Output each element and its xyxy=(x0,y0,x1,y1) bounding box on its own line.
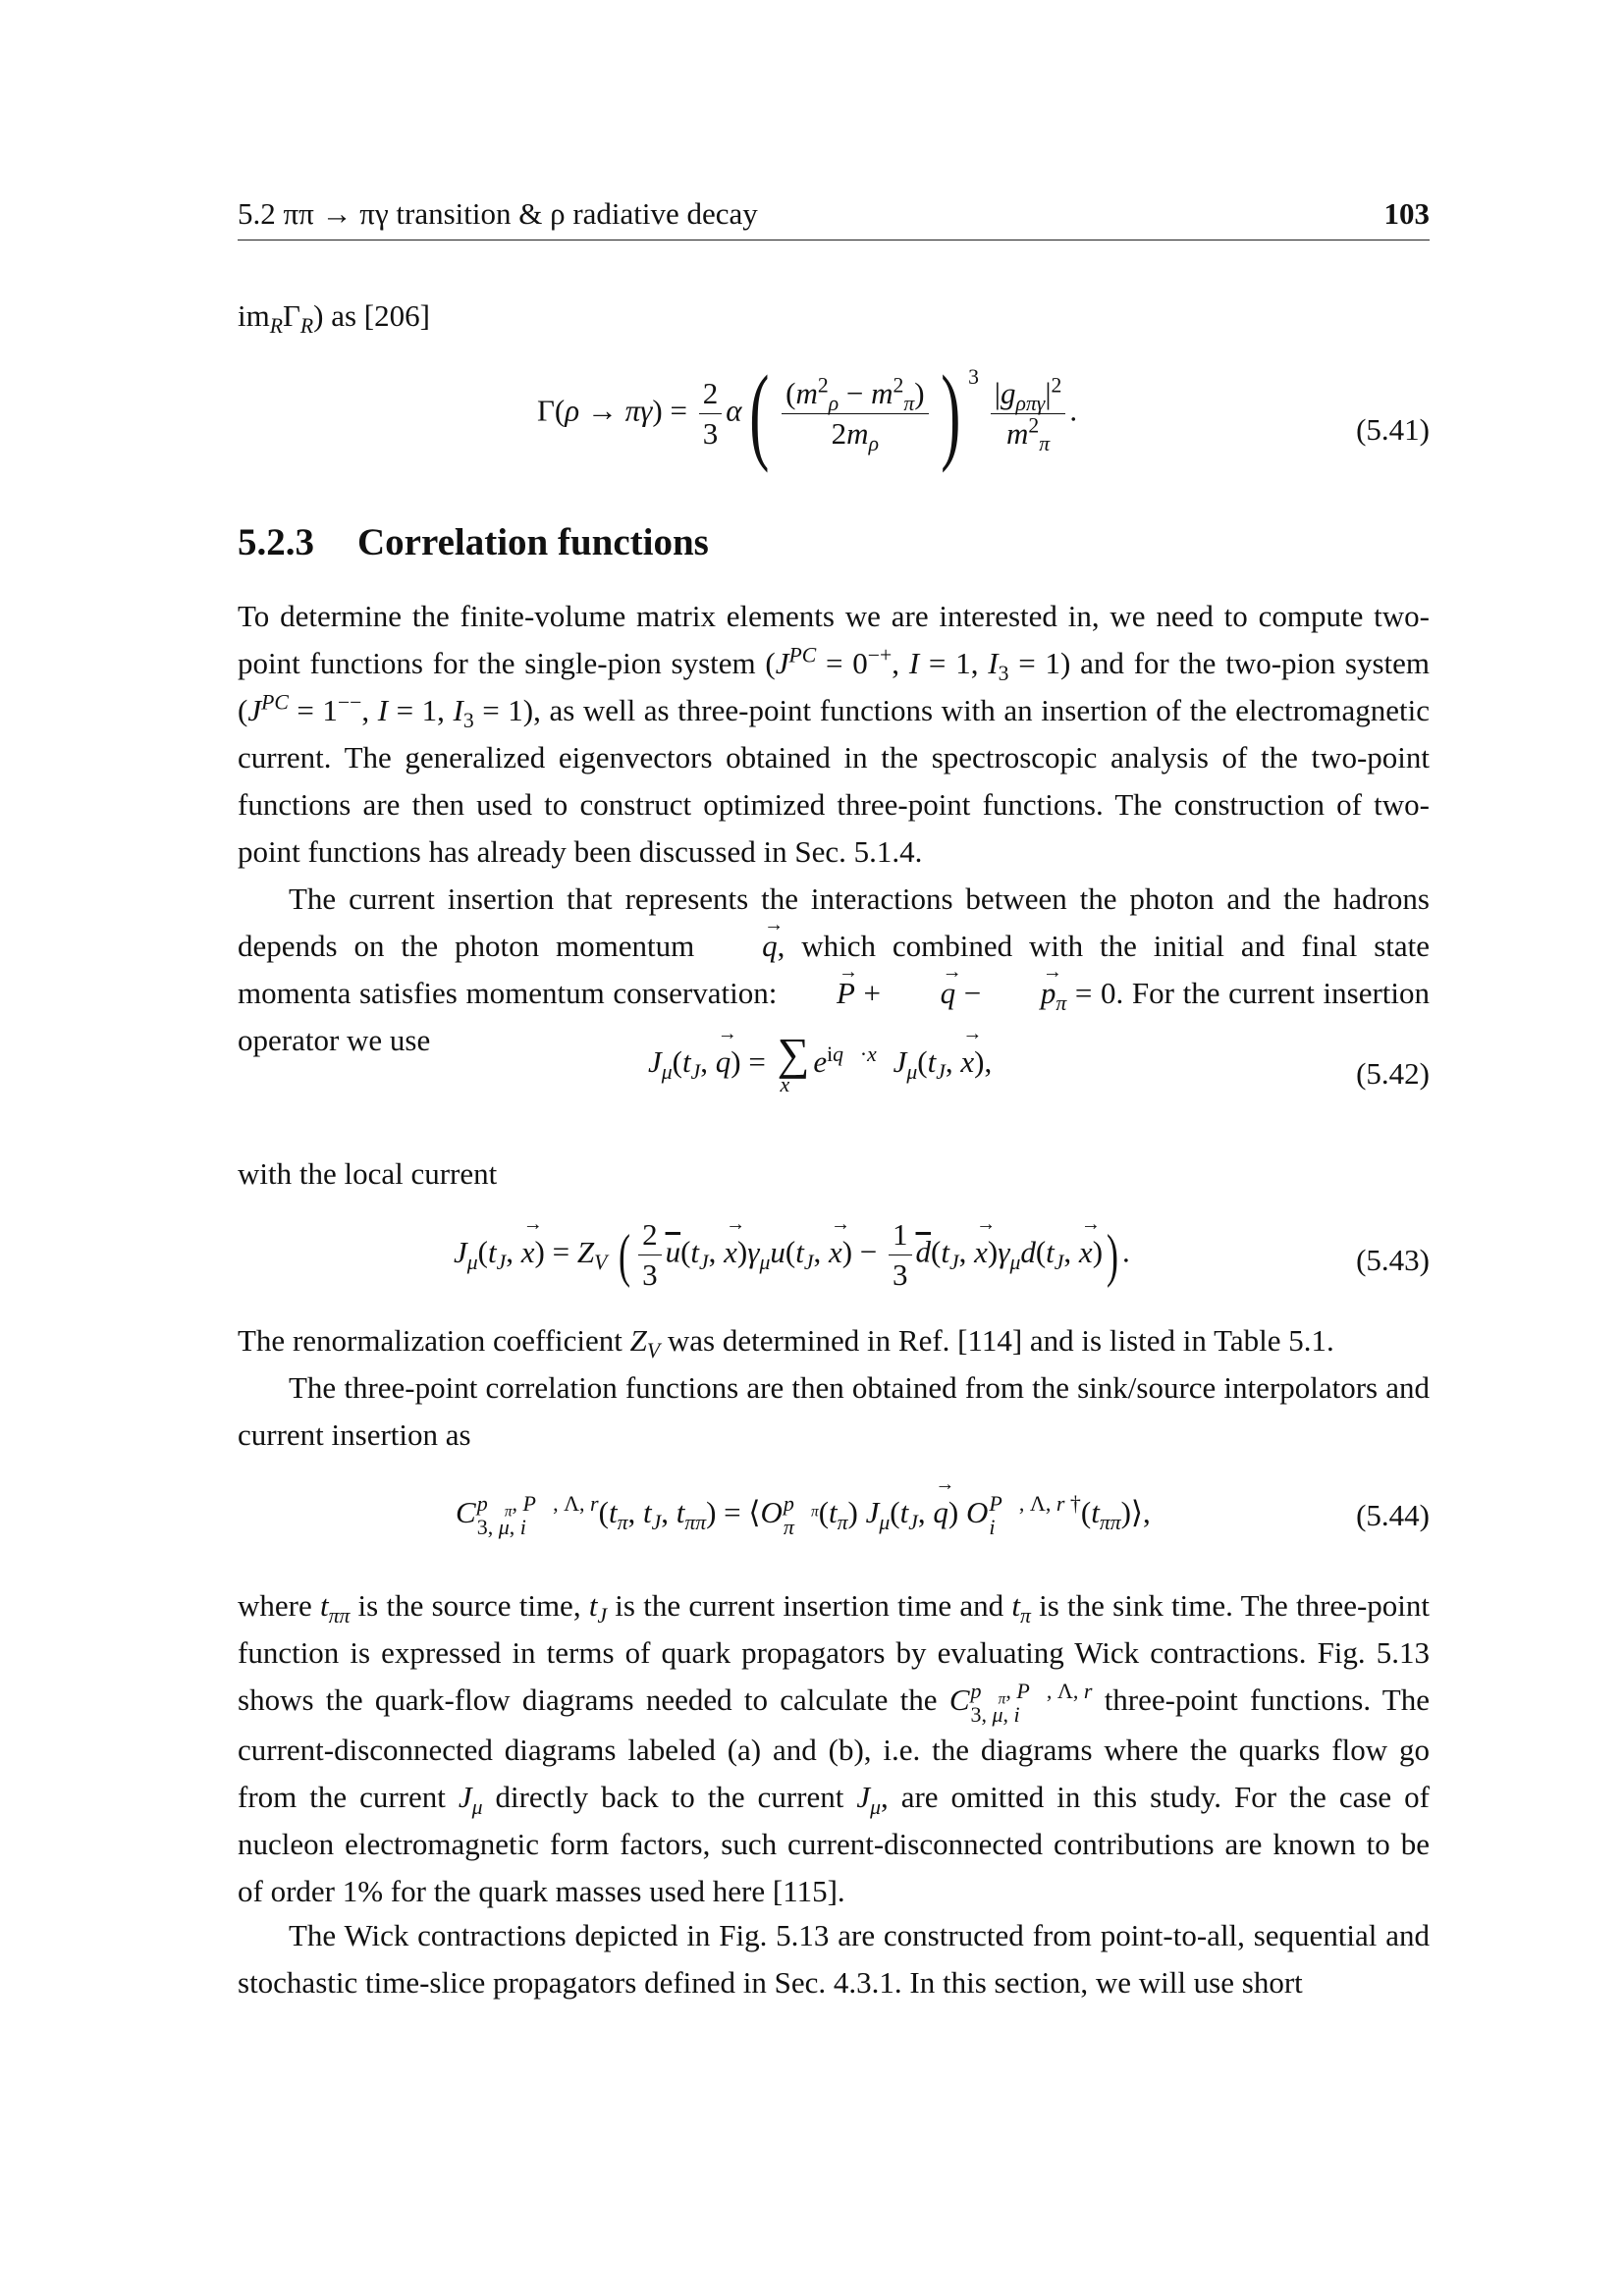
section-title: Correlation functions xyxy=(357,521,709,563)
equation-5-41: Γ(ρ → πγ) = $\frac{2}{3}$ α( $\frac{(m^2_\rho - m^2_\pi)}{2m_\rho}$ ) $^3$ $\frac{|g_{\rho\pi\gamma}|^2}{m^2_\pi}$ . (5.41) xyxy=(537,353,1430,473)
paragraph-5: The three-point correlation functions are then obtained from the sink/source interpolators and current insertion as xyxy=(238,1370,1430,1452)
equation-5-44: C $p⃗_\pi$, P⃗, Λ, r 3, μ, i ($t_\pi$, $t_J$, $t_{\pi\pi}$) = ⟨O $p⃗_\pi$ π $(t_\pi) J_\mu(t_J$, → q) O P⃗, Λ, r † i $(t_{\pi\pi})⟩$, (5.44) xyxy=(238,1492,1430,1561)
running-title: 5.2 ππ → πγ transition & ρ radiative decay xyxy=(238,196,758,231)
section-heading xyxy=(238,520,709,564)
intro-fragment: $im_R\Gamma_R$) as [206] xyxy=(238,298,430,339)
equation-number: (5.43) xyxy=(1356,1243,1430,1277)
paragraph-1: To determine the finite-volume matrix elements we are interested in, we need to compute two-point functions for the single-pion system ($J^{PC} = 0^{-+}$, I = 1, $I_3 = 1$) and for the two-pion system ($J^{PC} = 1^{--}$, I = 1, $I_3 = 1$), as well as three-point functions with an insertion of the electromagnetic current. The generalized eigenvectors obtained in the spectroscopic analysis of the two-point functions are then used to construct optimized three-point functions. The construction of two-point functions has already been discussed in Sec. 5.1.4. xyxy=(238,599,1431,869)
paragraph-4: The renormalization coefficient $Z_V$ was determined in Ref. [114] and is listed in Table 5.1. xyxy=(238,1323,1334,1363)
paragraph-6: where $t_{\pi\pi}$ is the source time, $t_J$ is the current insertion time and $t_\pi$ is the sink time. The three-point function is expressed in terms of quark propagators by evaluating Wick contractions. Fig. 5.13 shows the quark-flow diagrams needed to calculate the C $p⃗_\pi$, P⃗, Λ, r 3, μ, i three-point functions. The current-disconnected diagrams labeled (a) and (b), i.e. the diagrams where the quarks flow go from the current $J_\mu$ directly back to the current $J_\mu$, are omitted in this study. For the case of nucleon electromagnetic form factors, such current-disconnected contributions are known to be of order 1% for the quark masses used here [115]. xyxy=(238,1588,1431,1908)
paragraph-3: with the local current xyxy=(238,1156,498,1191)
equation-number: (5.42) xyxy=(1356,1056,1430,1091)
paragraph-2: The current insertion that represents the interactions between the photon and the hadrons depends on the photon momentum → q, which combined with the initial and final state momenta satisfies momentum conservation: → P + → q − → $p_\pi = 0$. For the current insertion operator we use xyxy=(238,876,1430,1064)
equation-number: (5.44) xyxy=(1356,1498,1430,1532)
page-number: 103 xyxy=(1383,196,1430,231)
section-number: 5.2.3 xyxy=(238,521,314,563)
equation-5-42: $J_\mu(t_J$, → q) = ∑ x⃗ $e^{iq⃗\cdot x⃗}J_\mu(t_J$, → x), (5.42) xyxy=(238,1035,1430,1133)
equation-number: (5.41) xyxy=(1356,412,1430,447)
paragraph-7: The Wick contractions depicted in Fig. 5.13 are constructed from point-to-all, sequential and stochastic time-slice propagators defined in Sec. 4.3.1. In this section, we will use short xyxy=(238,1918,1430,2000)
equation-5-43: $J_\mu(t_J$, → $x) = Z_V$ ( $\frac{2}{3}$ $\overline{u}(t_J$, → $x)\gamma_\mu u(t_J$, → x) − $\frac{1}{3}$ $\overline{d}(t_J$, → $x)\gamma_\mu d(t_J$, → x)) . (5.43) xyxy=(238,1215,1430,1313)
running-header xyxy=(238,196,1430,240)
